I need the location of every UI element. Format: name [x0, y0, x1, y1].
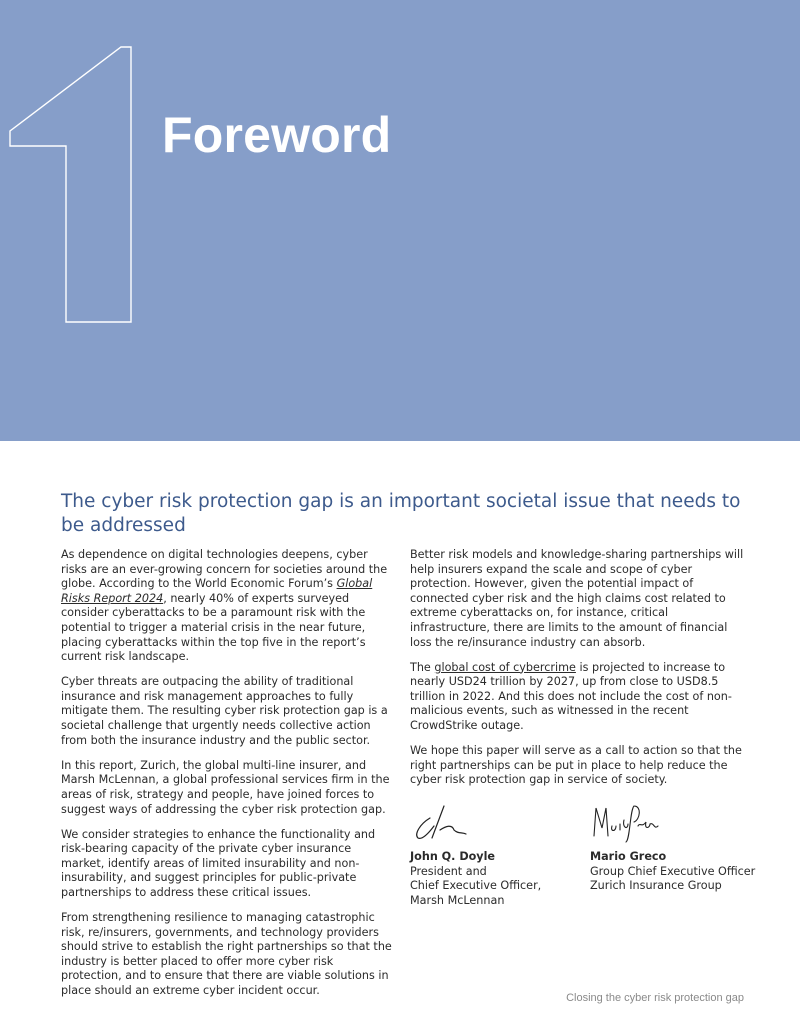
- right-column: [410, 548, 750, 798]
- signatory-org: Zurich Insurance Group: [590, 879, 722, 893]
- paragraph: [61, 548, 394, 665]
- section-heading: The cyber risk protection gap is an important societal issue that needs to be addressed: [61, 491, 741, 536]
- global-cost-of-cybercrime-link[interactable]: global cost of cybercrime: [434, 660, 576, 674]
- left-column: [61, 548, 394, 1009]
- global-risks-report-link[interactable]: Global Risks Report 2024: [61, 577, 373, 605]
- greco-signature-image: [590, 800, 670, 844]
- signatory-name: John Q. Doyle: [410, 850, 496, 863]
- paragraph-text: , nearly 40% of experts surveyed consider cyberattacks to be a paramount risk with the potential to trigger a material crisis in the near future, placing cyberattacks within the top five in the report’s current risk landscape.: [61, 591, 366, 664]
- signatory-title: Group Chief Executive Officer: [590, 864, 756, 878]
- paragraph: We hope this paper will serve as a call to action so that the right partnerships can be put in place to help reduce the cyber risk protection gap in service of society.: [410, 744, 742, 787]
- footer-report-title: Closing the cyber risk protection gap: [566, 992, 744, 1004]
- chapter-numeral-outline: [0, 0, 140, 330]
- page-title: Foreword: [162, 107, 392, 163]
- signatory-title: Chief Executive Officer,: [410, 879, 542, 893]
- paragraph: In this report, Zurich, the global multi-line insurer, and Marsh McLennan, a global professional services firm in the areas of risk, strategy and people, have joined forces to suggest ways of addressing the cyber risk protection gap.: [61, 758, 390, 816]
- signatory-doyle: [410, 800, 580, 908]
- paragraph-text: The: [410, 660, 435, 674]
- paragraph-text: As dependence on digital technologies deepens, cyber risks are an ever-growing concern for societies around the globe. According to the World Economic Forum’s: [61, 548, 388, 591]
- paragraph: [410, 661, 750, 734]
- paragraph: Better risk models and knowledge-sharing partnerships will help insurers expand the scale and scope of cyber protection. However, given the potential impact of connected cyber risk and the high claims cost related to extreme cyberattacks on, for instance, critical infrastructure, there are limits to the amount of financial loss the re/insurance industry can absorb.: [410, 548, 744, 649]
- paragraph-text: is projected to increase to nearly USD24 trillion by 2027, up from close to USD8.5 trillion in 2022. And this does not include the cost of non-malicious events, such as witnessed in the recent CrowdStrike outage.: [410, 660, 732, 733]
- signatory-greco: [590, 800, 770, 894]
- signatory-org: Marsh McLennan: [410, 893, 505, 907]
- paragraph: From strengthening resilience to managing catastrophic risk, re/insurers, governments, and technology providers should strive to establish the right partnerships so that the industry is better placed to offer more cyber risk protection, and to ensure that there are viable solutions in place should an extreme cyber incident occur.: [61, 911, 392, 998]
- paragraph: We consider strategies to enhance the functionality and risk-bearing capacity of the private cyber insurance market, identify areas of limited insurability and non-insurability, and suggest principles for public-private partnerships to address these critical issues.: [61, 827, 376, 899]
- paragraph: Cyber threats are outpacing the ability of traditional insurance and risk management approaches to fully mitigate them. The resulting cyber risk protection gap is a societal challenge that urgently needs collective action from both the insurance industry and the public sector.: [61, 675, 388, 747]
- signatory-title: President and: [410, 864, 487, 878]
- signatory-name: Mario Greco: [590, 850, 667, 863]
- hero-banner: [0, 0, 800, 441]
- doyle-signature-image: [410, 800, 490, 844]
